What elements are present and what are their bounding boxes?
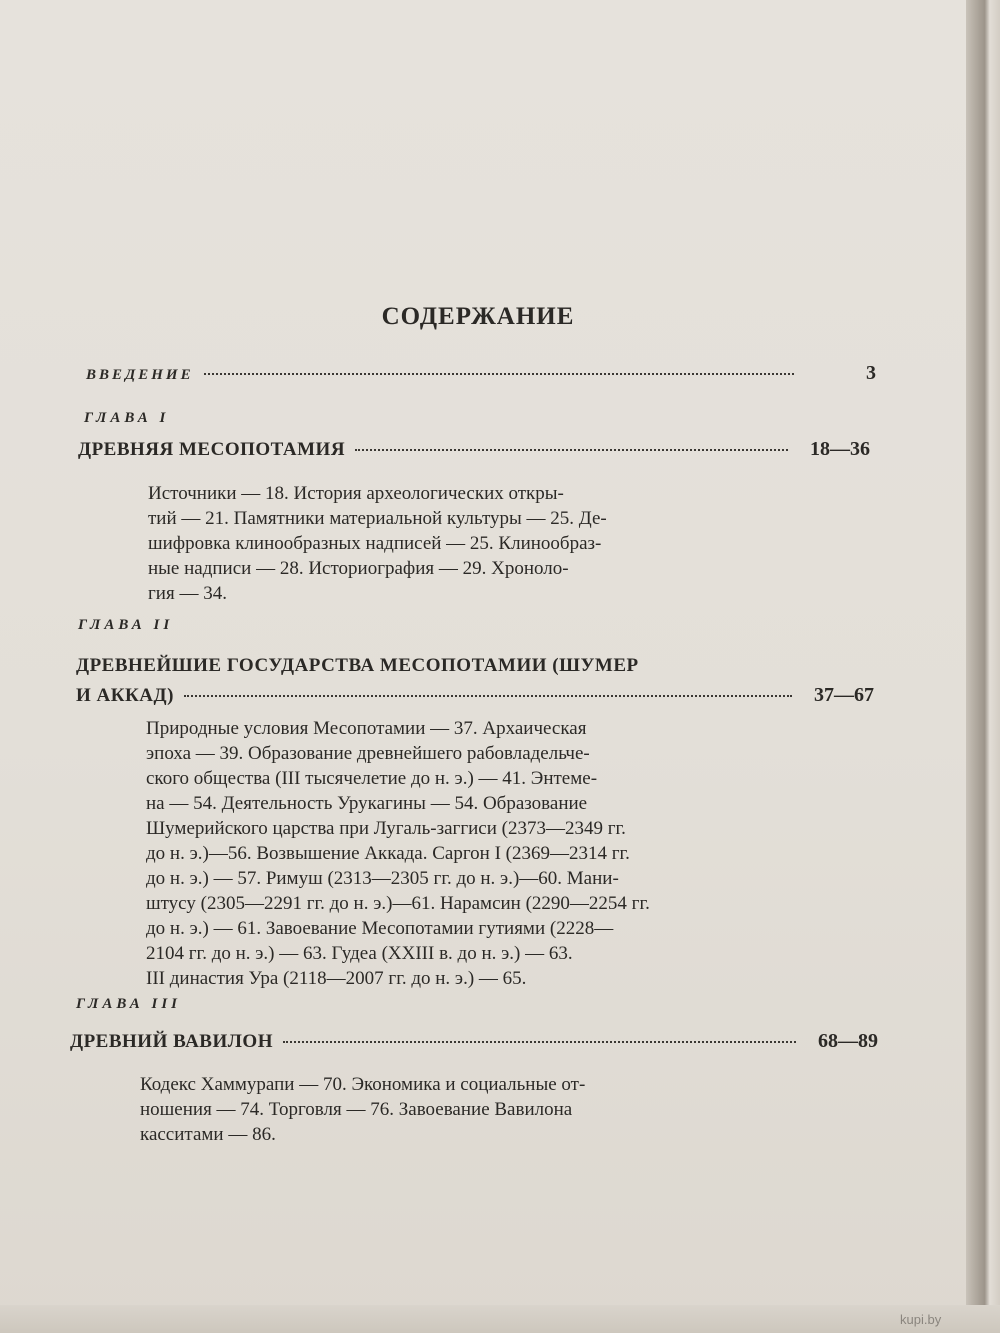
dot-leader	[283, 1041, 796, 1043]
summary-line: ского общества (III тысячелетие до н. э.) — 41. Энтеме-	[146, 768, 598, 789]
dot-leader	[184, 695, 792, 697]
chapter-3-row	[70, 1030, 878, 1053]
summary-line: до н. э.) — 61. Завоевание Месопотамии гутиями (2228—	[146, 918, 614, 939]
summary-line: эпоха — 39. Образование древнейшего рабовладельче-	[146, 743, 590, 764]
summary-line: Шумерийского царства при Лугаль-заггиси (2373—2349 гг.	[146, 818, 626, 839]
chapter-1-summary	[148, 481, 778, 606]
summary-line: Природные условия Месопотамии — 37. Архаическая	[146, 718, 587, 739]
table-surface	[0, 1305, 1000, 1333]
chapter-1-kicker: ГЛАВА I	[84, 410, 170, 426]
intro-label: ВВЕДЕНИЕ	[86, 367, 194, 383]
dot-leader	[355, 449, 788, 451]
watermark: kupi.by	[900, 1312, 942, 1327]
summary-line: III династия Ура (2118—2007 гг. до н. э.) — 65.	[146, 968, 527, 989]
chapter-3-kicker: ГЛАВА III	[76, 996, 182, 1012]
summary-line: Источники — 18. История археологических откры-	[148, 483, 564, 504]
chapter-2-row	[76, 684, 874, 707]
summary-line: шифровка клинообразных надписей — 25. Клинообраз-	[148, 533, 602, 554]
chapter-1-pages: 18—36	[810, 438, 870, 460]
summary-line: касситами — 86.	[140, 1124, 276, 1145]
chapter-3-summary	[140, 1072, 780, 1147]
summary-line: 2104 гг. до н. э.) — 63. Гудеа (XXIII в. до н. э.) — 63.	[146, 943, 573, 964]
chapter-2-title-line-1: ДРЕВНЕЙШИЕ ГОСУДАРСТВА МЕСОПОТАМИИ (ШУМЕР	[76, 655, 639, 676]
summary-line: Кодекс Хаммурапи — 70. Экономика и социальные от-	[140, 1074, 586, 1095]
summary-line: тий — 21. Памятники материальной культуры — 25. Де-	[148, 508, 607, 529]
chapter-3-pages: 68—89	[818, 1030, 878, 1052]
intro-pages: 3	[866, 362, 876, 384]
summary-line: до н. э.)—56. Возвышение Аккада. Саргон I (2369—2314 гг.	[146, 843, 630, 864]
summary-line: гия — 34.	[148, 583, 227, 604]
chapter-2-summary	[146, 716, 786, 991]
chapter-1-title: ДРЕВНЯЯ МЕСОПОТАМИЯ	[78, 439, 346, 460]
summary-line: на — 54. Деятельность Урукагины — 54. Образование	[146, 793, 588, 814]
chapter-2-kicker: ГЛАВА II	[78, 617, 174, 633]
summary-line: ношения — 74. Торговля — 76. Завоевание Вавилона	[140, 1099, 573, 1120]
summary-line: ные надписи — 28. Историография — 29. Хроноло-	[148, 558, 569, 579]
chapter-3-title: ДРЕВНИЙ ВАВИЛОН	[70, 1031, 273, 1052]
book-spine	[966, 0, 1000, 1333]
toc-title: СОДЕРЖАНИЕ	[381, 303, 575, 330]
dot-leader	[204, 373, 794, 375]
chapter-2-title-line-2: И АККАД)	[76, 685, 174, 706]
chapter-2-pages: 37—67	[814, 684, 874, 706]
toc-intro-row	[86, 362, 876, 385]
summary-line: штусу (2305—2291 гг. до н. э.)—61. Нарамсин (2290—2254 гг.	[146, 893, 650, 914]
chapter-1-row	[78, 438, 870, 461]
summary-line: до н. э.) — 57. Римуш (2313—2305 гг. до н. э.)—60. Мани-	[146, 868, 619, 889]
